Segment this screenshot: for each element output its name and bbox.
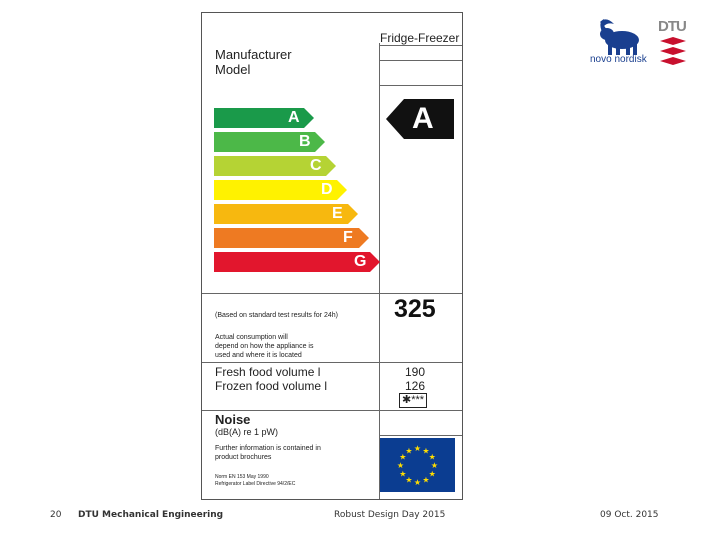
novo-nordisk-logo <box>588 16 656 72</box>
footer-date: 09 Oct. 2015 <box>600 510 659 520</box>
rating-letter: A <box>412 102 434 135</box>
divider <box>380 45 462 46</box>
eu-star-icon: ★ <box>422 446 430 456</box>
novo-nordisk-wordmark: novo nordisk <box>590 54 647 65</box>
dtu-logo <box>658 18 692 64</box>
actual-consumption-line: Actual consumption will <box>215 334 288 341</box>
divider <box>380 435 462 436</box>
frozen-food-value: 126 <box>405 379 426 393</box>
consumption-value: 325 <box>394 295 436 323</box>
eu-star-icon: ★ <box>430 461 439 470</box>
apis-bull-icon <box>588 16 656 56</box>
efficiency-class-b <box>214 132 325 152</box>
efficiency-class-a <box>214 108 314 128</box>
model-label: Model <box>215 62 251 77</box>
dtu-wordmark: DTU <box>658 18 686 35</box>
efficiency-class-letter: E <box>332 205 343 222</box>
divider <box>202 293 462 294</box>
eu-star-icon: ★ <box>413 478 422 487</box>
fresh-food-value: 190 <box>405 365 426 379</box>
efficiency-class-g <box>214 252 380 272</box>
dtu-emblem-icon <box>658 36 692 66</box>
efficiency-class-letter: D <box>321 181 333 198</box>
efficiency-class-e <box>214 204 358 224</box>
further-info-line: product brochures <box>215 454 272 461</box>
efficiency-class-letter: F <box>343 229 353 246</box>
eu-star-icon: ★ <box>428 469 436 479</box>
frozen-food-label: Frozen food volume l <box>215 379 328 393</box>
actual-consumption-line: used and where it is located <box>215 352 302 359</box>
energy-label <box>201 12 463 500</box>
efficiency-class-d <box>214 180 347 200</box>
noise-unit: (dB(A) re 1 pW) <box>215 427 279 437</box>
divider <box>202 362 462 363</box>
further-info-line: Further information is contained in <box>215 445 321 452</box>
norm-line: Norm EN 153 May 1990 <box>215 474 269 480</box>
fresh-food-label: Fresh food volume l <box>215 365 321 379</box>
eu-star-icon: ★ <box>399 469 407 479</box>
efficiency-class-letter: G <box>354 253 367 270</box>
eu-star-icon: ★ <box>422 475 430 485</box>
appliance-type: Fridge-Freezer <box>380 31 460 45</box>
footer-event: Robust Design Day 2015 <box>334 510 446 520</box>
noise-title: Noise <box>215 412 251 427</box>
manufacturer-label: Manufacturer <box>215 47 292 62</box>
eu-star-icon: ★ <box>396 461 405 470</box>
eu-star-icon: ★ <box>428 452 436 462</box>
freezer-star-rating: ✱*** <box>399 393 427 408</box>
divider <box>380 85 462 86</box>
divider <box>202 410 462 411</box>
eu-star-icon: ★ <box>413 444 422 453</box>
footer-department: DTU Mechanical Engineering <box>78 510 224 520</box>
efficiency-class-letter: B <box>299 133 311 150</box>
efficiency-class-letter: A <box>288 109 300 126</box>
eu-star-icon: ★ <box>399 452 407 462</box>
efficiency-class-f <box>214 228 369 248</box>
efficiency-class-letter: C <box>310 157 322 174</box>
eu-flag <box>380 438 455 492</box>
divider <box>380 60 462 61</box>
eu-star-icon: ★ <box>405 475 413 485</box>
eu-star-icon: ★ <box>405 446 413 456</box>
rating-arrow <box>386 99 454 139</box>
consumption-note: (Based on standard test results for 24h) <box>215 312 338 319</box>
norm-line: Refrigerator Label Directive 94/2/EC <box>215 481 296 487</box>
actual-consumption-line: depend on how the appliance is <box>215 343 314 350</box>
efficiency-class-c <box>214 156 336 176</box>
slide-number: 20 <box>50 510 62 520</box>
eu-flag-stars-icon <box>380 438 455 492</box>
